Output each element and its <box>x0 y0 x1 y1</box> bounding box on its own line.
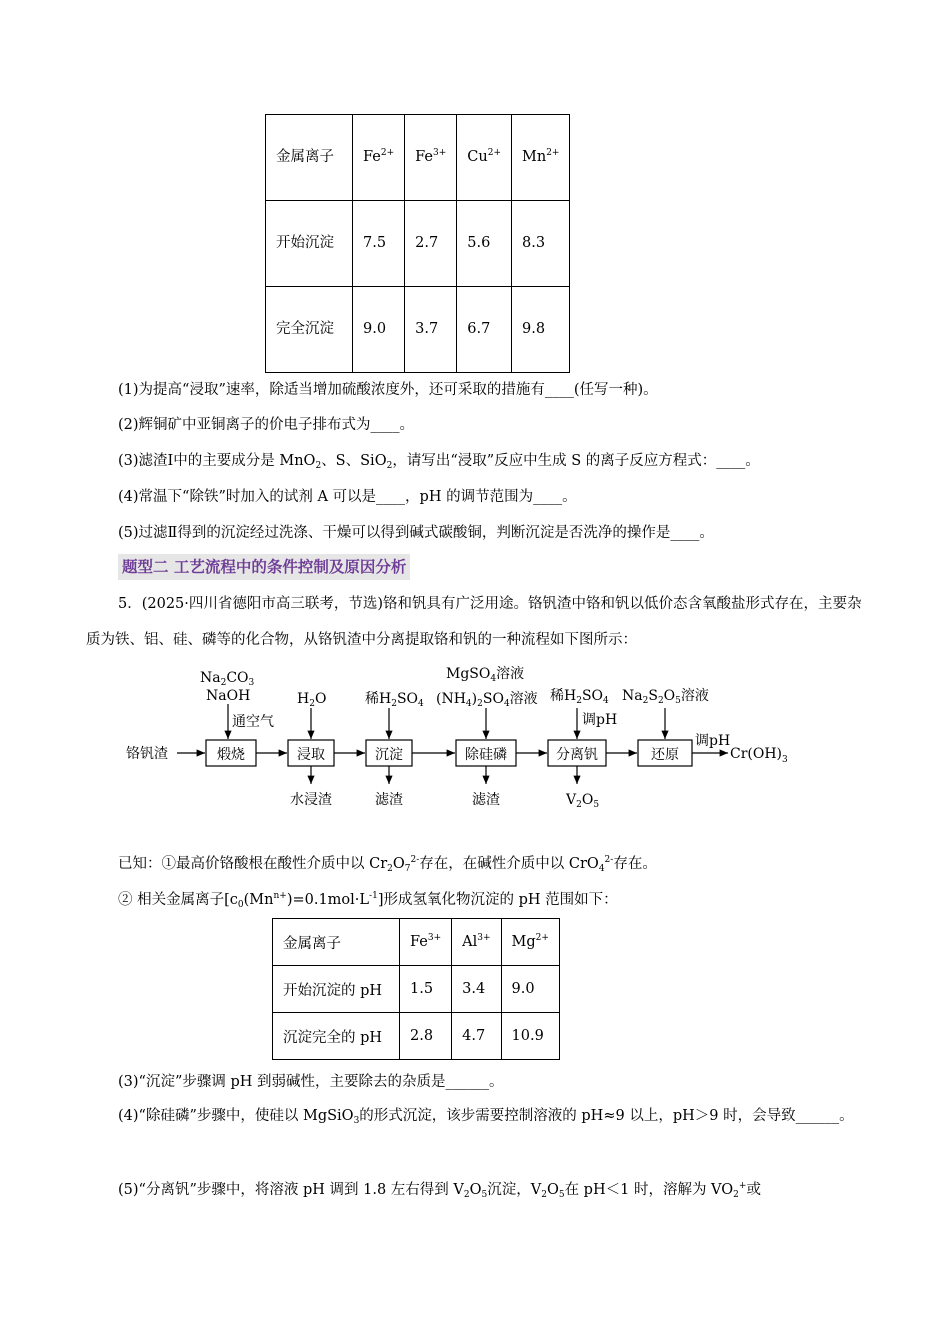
question-1: (1)为提高“浸取”速率，除适当增加硫酸浓度外，还可采取的措施有____(任写一种)。 <box>118 382 658 398</box>
table-cell: 10.9 <box>501 1013 559 1060</box>
output-v2o5: $V_2O_5$ <box>566 792 600 810</box>
table-header-cell: $Al^{3+}$ <box>452 919 501 966</box>
table-header-cell: 金属离子 <box>273 919 400 966</box>
question-b4: (4)“除硅磷”步骤中，使硅以 MgSiO$_3$的形式沉淀，该步需要控制溶液的 pH≈9 以上，pH＞9 时，会导致______。 <box>118 1108 854 1126</box>
table-header-cell: $Mn^{2+}$ <box>512 115 570 201</box>
question-2: (2)辉铜矿中亚铜离子的价电子排布式为____。 <box>118 417 415 433</box>
table-row-label: 完全沉淀 <box>266 287 353 373</box>
table-row-label: 沉淀完全的 pH <box>273 1013 400 1060</box>
problem-5-intro: 5．(2025·四川省德阳市高三联考，节选)铬和钒具有广泛用途。铬钒渣中铬和钒以低价态含氧酸盐形式存在，主要杂质为铁、铝、硅、磷等的化合物，从铬钒渣中分离提取铬和钒的一种流程如下图所示： <box>86 596 862 648</box>
section-heading: 题型二 工艺流程中的条件控制及原因分析 <box>118 554 410 580</box>
table-cell: 1.5 <box>400 966 452 1013</box>
table-row <box>266 201 570 287</box>
table-row <box>273 919 560 966</box>
question-b5: (5)“分离钒”步骤中，将溶液 pH 调到 1.8 左右得到 $V_2O_5$沉淀，$V_2O_5$在 pH＜1 时，溶解为 $VO_2^+$或 <box>118 1181 761 1200</box>
flow-step-label: 除硅磷 <box>465 747 507 763</box>
table-cell: 9.8 <box>512 287 570 373</box>
table-cell: 4.7 <box>452 1013 501 1060</box>
question-b3: (3)“沉淀”步骤调 pH 到弱碱性，主要除去的杂质是______。 <box>118 1074 504 1090</box>
reagent-na2s2o5: $Na_2S_2O_5$溶液 <box>622 688 709 706</box>
flow-step-label: 煅烧 <box>217 747 245 763</box>
reagent-mgso4: MgSO$_4$溶液 <box>446 666 525 684</box>
table-header-cell: 金属离子 <box>266 115 353 201</box>
output-water-leach-residue: 水浸渣 <box>290 792 332 808</box>
table-row <box>266 287 570 373</box>
table-row <box>273 1013 560 1060</box>
reagent-h2o: $H_2O$ <box>297 691 327 709</box>
reagent-nh4-2so4: $(NH_4)_2SO_4$溶液 <box>436 691 538 709</box>
table-cell: 5.6 <box>457 201 512 287</box>
table-row <box>273 966 560 1013</box>
table-cell: 2.7 <box>405 201 457 287</box>
table-cell: 3.7 <box>405 287 457 373</box>
table-header-cell: $Fe^{3+}$ <box>400 919 452 966</box>
metal-ion-table-1 <box>265 114 570 373</box>
table-cell: 9.0 <box>353 287 405 373</box>
reagent-h2so4: 稀$H_2SO_4$ <box>365 691 424 709</box>
table-header-cell: $Fe^{2+}$ <box>353 115 405 201</box>
table-row-label: 开始沉淀 <box>266 201 353 287</box>
table-header-cell: $Cu^{2+}$ <box>457 115 512 201</box>
reagent-air: 通空气 <box>232 714 274 730</box>
question-5: (5)过滤Ⅱ得到的沉淀经过洗涤、干燥可以得到碱式碳酸铜，判断沉淀是否洗净的操作是____。 <box>118 525 714 541</box>
flow-end-condition: 调pH <box>695 733 731 749</box>
table-cell: 7.5 <box>353 201 405 287</box>
flow-step-label: 沉淀 <box>375 747 403 763</box>
reagent-na2co3: $Na_2CO_3$ <box>200 670 255 688</box>
table-row-label: 开始沉淀的 pH <box>273 966 400 1013</box>
reagent-adjust-ph: 调pH <box>582 712 618 728</box>
process-flowchart <box>120 660 840 820</box>
question-4: (4)常温下“除铁”时加入的试剂 A 可以是____，pH 的调节范围为____。 <box>118 489 577 505</box>
table-row <box>266 115 570 201</box>
flow-step-label: 分离钒 <box>556 747 598 763</box>
flow-end-product: $Cr(OH)_3$ <box>730 746 788 765</box>
table-cell: 9.0 <box>501 966 559 1013</box>
question-3: (3)滤渣Ⅰ中的主要成分是 MnO$_2$、S、SiO$_2$，请写出“浸取”反应中生成 S 的离子反应方程式：____。 <box>118 453 760 471</box>
reagent-naoh: NaOH <box>206 688 251 704</box>
known-2: ② 相关金属离子$[c_0(Mn^{n+})=0.1mol\cdot L^{-1}]$形成氢氧化物沉淀的 pH 范围如下： <box>118 891 618 910</box>
output-residue-1: 滤渣 <box>375 792 403 808</box>
table-cell: 2.8 <box>400 1013 452 1060</box>
table-cell: 8.3 <box>512 201 570 287</box>
flow-start-label: 铬钒渣 <box>126 746 168 762</box>
table-header-cell: $Fe^{3+}$ <box>405 115 457 201</box>
table-cell: 3.4 <box>452 966 501 1013</box>
metal-ion-table-2 <box>272 918 560 1060</box>
table-header-cell: $Mg^{2+}$ <box>501 919 559 966</box>
flow-step-label: 浸取 <box>297 747 325 763</box>
output-residue-2: 滤渣 <box>472 792 500 808</box>
table-cell: 6.7 <box>457 287 512 373</box>
reagent-h2so4-b: 稀$H_2SO_4$ <box>550 688 609 706</box>
known-1: 已知：①最高价铬酸根在酸性介质中以 $Cr_2O_7^{2-}$存在，在碱性介质中以 CrO$_4^{2-}$存在。 <box>118 855 657 874</box>
flow-step-label: 还原 <box>651 747 679 763</box>
